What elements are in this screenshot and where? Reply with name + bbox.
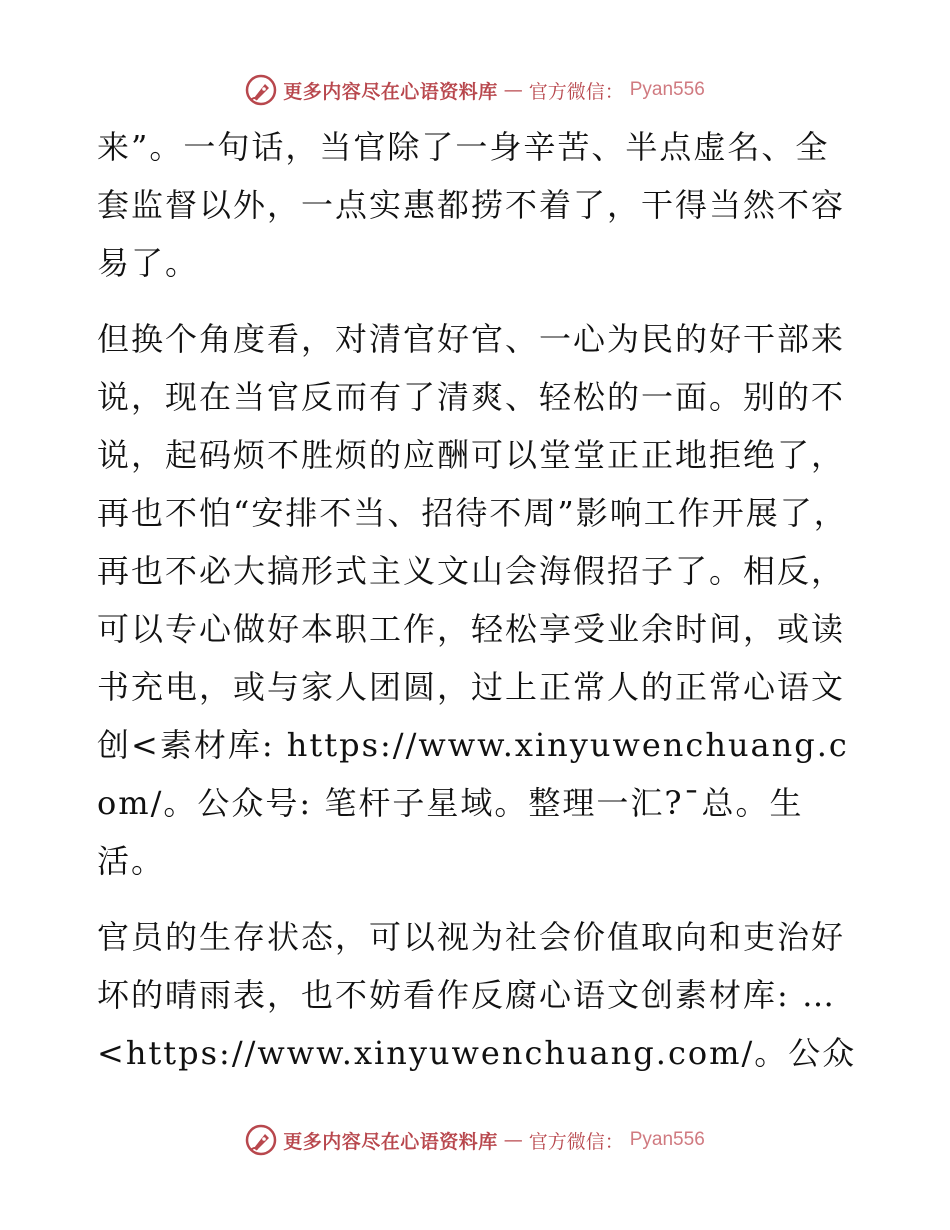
footer-banner: [0, 1120, 950, 1160]
paragraph-2: 但换个角度看，对清官好官、一心为民的好干部来说，现在当官反而有了清爽、轻松的一面。别的不说，起码烦不胜烦的应酬可以堂堂正正地拒绝了，再也不怕“安排不当、招待不周”影响工作开展了，再也不必大搞形式主义文山会海假招子了。相反，可以专心做好本职工作，轻松享受业余时间，或读书充电，或与家人团圆，过上正常人的正常心语文创<素材库: https://www.xinyuwenchuang.com/。公众号: 笔杆子星域。整理一汇?¯总。生活。: [97, 320, 849, 880]
footer-separator: —: [503, 1129, 523, 1151]
footer-wechat-label: 官方微信：: [528, 1130, 624, 1153]
pen-nib-logo-icon: [245, 1124, 277, 1156]
header-separator: —: [503, 79, 523, 101]
document-body: [97, 118, 857, 1100]
header-wechat-label: 官方微信：: [528, 80, 624, 103]
header-wechat-id: Pyan556: [629, 79, 705, 100]
footer-wechat-id: Pyan556: [629, 1129, 705, 1150]
pen-nib-logo-icon: [245, 74, 277, 106]
header-site-name: 更多内容尽在心语资料库: [283, 80, 498, 103]
footer-site-name: 更多内容尽在心语资料库: [283, 1130, 498, 1153]
paragraph-3: 官员的生存状态，可以视为社会价值取向和吏治好坏的晴雨表，也不妨看作反腐心语文创素材库: …<https://www.xinyuwenchuang.com/。公众: [97, 918, 857, 1072]
paragraph-1: 来”。一句话，当官除了一身辛苦、半点虚名、全套监督以外，一点实惠都捞不着了，干得当然不容易了。: [97, 128, 846, 282]
header-banner: [0, 70, 950, 110]
